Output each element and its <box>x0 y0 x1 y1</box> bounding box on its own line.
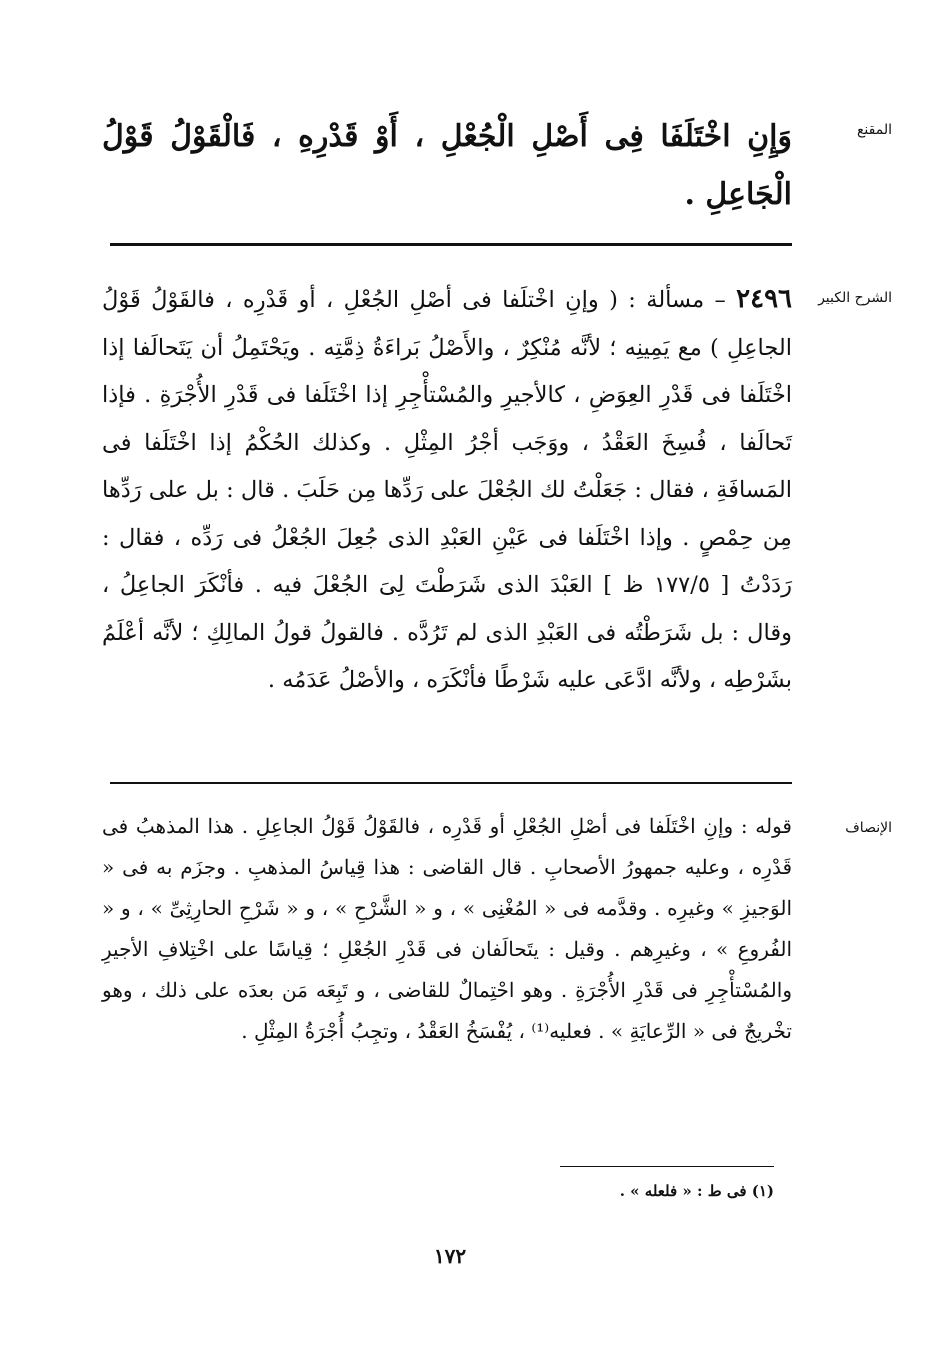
sharh-section <box>32 276 892 776</box>
sharh-text: – مسألة : ( وإنِ اخْتلَفا فى أصْلِ الجُعْلِ ، أو قَدْرِه ، فالقَوْلُ قَوْلُ الجاعِلِ ) مع يَمِينِه ؛ لأنَّه مُنْكِرٌ ، والأَصْلُ بَراءَةُ ذِمَّتِه . ويَحْتَمِلُ أن يَتَحالَفا إذا اخْتَلَفا فى قَدْرِ العِوَضِ ، كالأجيرِ والمُسْتأْجِرِ إذا اخْتَلَفا فى قَدْرِ الأُجْرَةِ . فإذا تَحالَفا ، فُسِخَ العَقْدُ ، ووَجَب أجْرُ المِثْلِ . وكذلك الحُكْمُ إذا اخْتَلَفا فى المَسافَةِ ، فقال : جَعَلْتُ لك الجُعْلَ على رَدِّها مِن حَلَبَ . قال : بل على رَدِّها مِن حِمْصٍ . وإذا اخْتَلَفا فى عَيْنِ العَبْدِ الذى جُعِلَ الجُعْلُ فى رَدِّه ، فقال : رَدَدْتُ [ ١٧٧/٥ ظ ] العَبْدَ الذى شَرَطْتَ لِىَ الجُعْلَ فيه . فأنْكَرَ الجاعِلُ ، وقال : بل شَرَطْتُه فى العَبْدِ الذى لم تَرُدَّه . فالقولُ قولُ المالِكِ ؛ لأنَّه أعْلَمُ بشَرْطِه ، ولأنَّه ادَّعَى عليه شَرْطًا فأنْكَرَه ، والأصْلُ عَدَمُه . <box>102 287 793 693</box>
footnote-divider <box>560 1166 774 1167</box>
muqni-text: وَإِنِ اخْتَلَفَا فِى أَصْلِ الْجُعْلِ ، أَوْ قَدْرِهِ ، فَالْقَوْلُ قَوْلُ الْجَاعِلِ . <box>102 119 792 212</box>
insaf-section <box>32 806 892 1146</box>
section-divider-thin <box>110 782 792 784</box>
sharh-body <box>102 276 792 705</box>
issue-number: ٢٤٩٦ <box>736 284 793 314</box>
footnote: (١) فى ط : « فلعله » . <box>619 1182 774 1200</box>
page-number: ١٧٢ <box>433 1244 467 1268</box>
section-divider-thick <box>110 243 792 246</box>
muqni-label: المقنع <box>856 122 892 138</box>
insaf-label: الإنصاف <box>845 820 892 836</box>
insaf-text: قوله : وإنِ اخْتَلَفا فى أصْلِ الجُعْلِ أو قَدْرِه ، فالقَوْلُ قَوْلُ الجاعِلِ . هذا المذهبُ فى قَدْرِه ، وعليه جمهورُ الأصحابِ . قال القاضى : هذا قِياسُ المذهبِ . وجزَم به فى « الوَجيزِ » وغيرِه . وقدَّمه فى « المُغْنِى » ، و « الشَّرْحِ » ، و « شَرْحِ الحارِثِىِّ » ، و « الفُروعِ » ، وغيرِهم . وقيل : يتَحالَفان فى قَدْرِ الجُعْلِ ؛ قِياسًا على اخْتِلافِ الأجيرِ والمُسْتأْجِرِ فى قَدْرِ الأُجْرَةِ . وهو احْتِمالٌ للقاضى ، و تَبِعَه مَن بعدَه على ذلك ، وهو تخْريجٌ فى « الرِّعايَةِ » . فعليه⁽¹⁾ ، يُفْسَخُ العَقْدُ ، وتجِبُ أُجْرَةُ المِثْلِ . <box>102 814 792 1043</box>
sharh-label: الشرح الكبير <box>818 290 892 306</box>
muqni-section <box>32 108 892 238</box>
